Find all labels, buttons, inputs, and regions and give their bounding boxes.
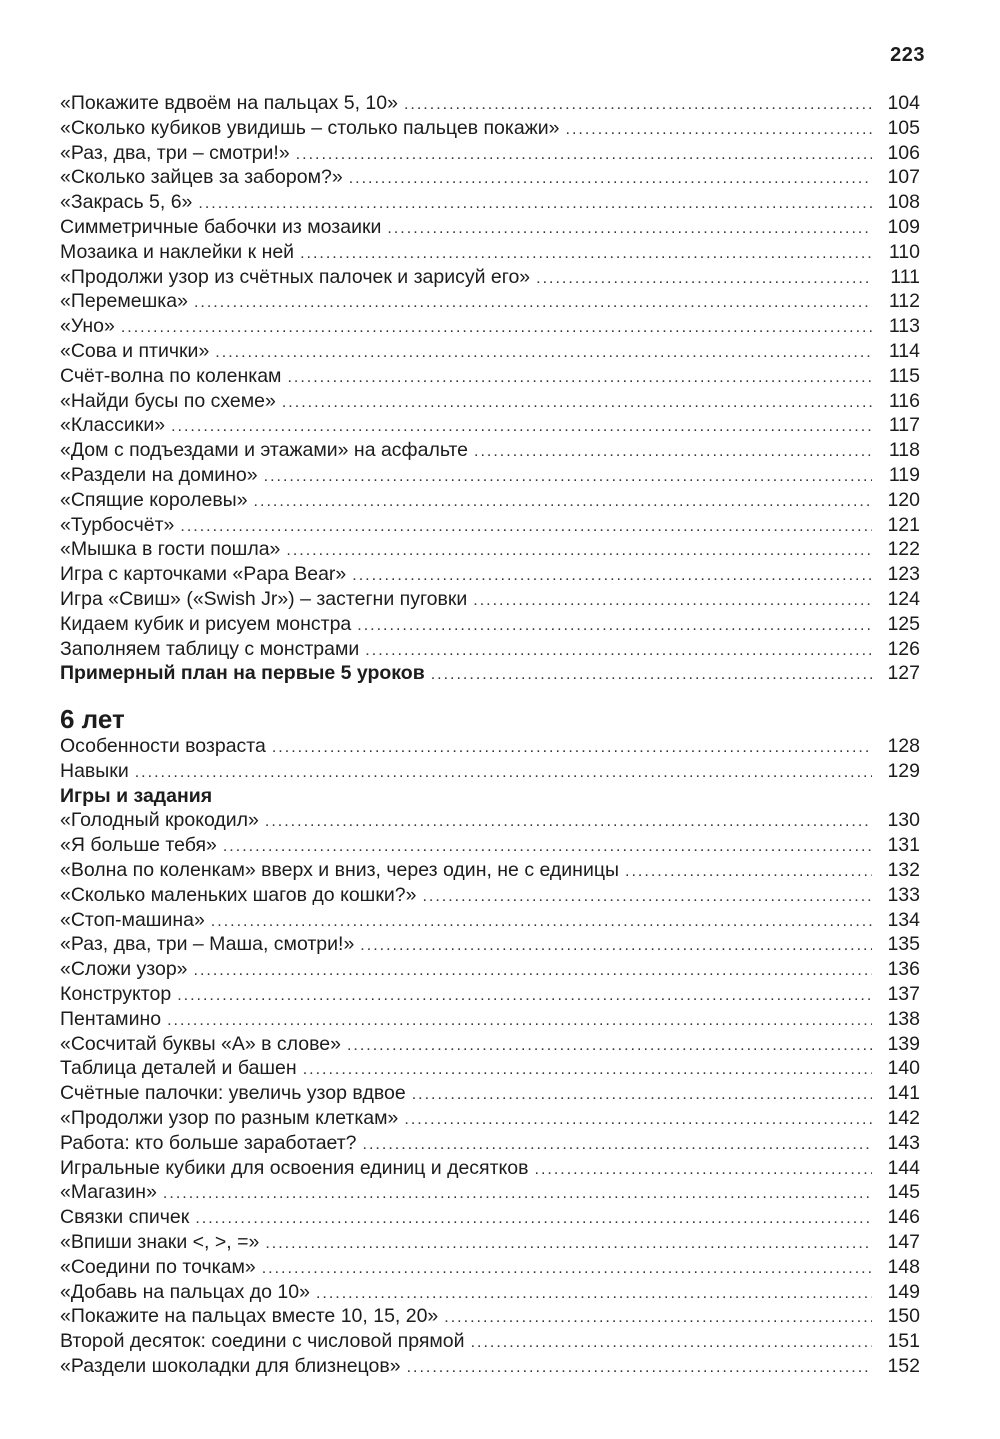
- toc-entry-title: Счёт-волна по коленкам: [60, 364, 282, 387]
- toc-entry[interactable]: [60, 240, 920, 265]
- toc-entry-page: 111: [890, 265, 920, 288]
- dot-leader: [265, 1232, 872, 1257]
- toc-entry[interactable]: [60, 858, 920, 883]
- toc-entry-title: «Волна по коленкам» вверх и вниз, через один, не с единицы: [60, 858, 620, 881]
- dot-leader: [194, 959, 872, 984]
- dot-leader: [223, 835, 872, 860]
- toc-entry-title: Таблица деталей и башен: [60, 1057, 297, 1080]
- toc-entry-title: «Уно»: [60, 315, 115, 338]
- dot-leader: [365, 639, 872, 664]
- toc-entry[interactable]: [60, 537, 920, 562]
- toc-entry-title: «Сложи узор»: [60, 958, 188, 981]
- toc-entry[interactable]: [60, 612, 920, 637]
- toc-entry[interactable]: [60, 438, 920, 463]
- toc-entry[interactable]: [60, 91, 920, 116]
- toc-entry[interactable]: [60, 1205, 920, 1230]
- toc-entry-title: «Магазин»: [60, 1181, 157, 1204]
- toc-entry-title: «Добавь на пальцах до 10»: [60, 1280, 310, 1303]
- toc-entry[interactable]: [60, 1032, 920, 1057]
- toc-entry[interactable]: [60, 389, 920, 414]
- toc-entry-title: «Голодный крокодил»: [60, 809, 259, 832]
- toc-entry[interactable]: [60, 265, 920, 290]
- toc-entry-page: 118: [888, 439, 920, 462]
- toc-entry-title: Счётные палочки: увеличь узор вдвое: [60, 1082, 406, 1105]
- toc-entry[interactable]: [60, 364, 920, 389]
- toc-entry-title: «Перемешка»: [60, 290, 188, 313]
- toc-entry-page: 143: [887, 1131, 920, 1154]
- toc-entry-page: 137: [887, 982, 920, 1005]
- dot-leader: [431, 663, 872, 688]
- toc-entry-title: Игра с карточками «Papa Bear»: [60, 563, 347, 586]
- toc-entry[interactable]: [60, 513, 920, 538]
- dot-leader: [316, 1282, 872, 1307]
- toc-entry-title: «Дом с подъездами и этажами» на асфальте: [60, 439, 469, 462]
- toc-entry-title: «Стоп-машина»: [60, 908, 205, 931]
- dot-leader: [352, 564, 872, 589]
- toc-entry[interactable]: [60, 1304, 920, 1329]
- toc-entry-page: 152: [887, 1354, 920, 1377]
- toc-entry-title: Особенности возраста: [60, 735, 266, 757]
- toc-entry-title: «Мышка в гости пошла»: [60, 538, 281, 561]
- toc-entry[interactable]: [60, 883, 920, 908]
- toc-entry[interactable]: [60, 1180, 920, 1205]
- dot-leader: [180, 515, 872, 540]
- toc-entry[interactable]: [60, 734, 920, 759]
- dot-leader: [404, 93, 872, 118]
- toc-entry-page: 145: [887, 1181, 920, 1204]
- toc-entry-page: 127: [887, 662, 920, 685]
- toc-entry-page: 117: [888, 414, 920, 437]
- toc-entry-page: 150: [887, 1305, 920, 1328]
- toc-entry-title: «Сколько зайцев за забором?»: [60, 166, 343, 189]
- toc-entry-title: «Соедини по точкам»: [60, 1255, 256, 1278]
- toc-entry[interactable]: [60, 488, 920, 513]
- toc-entry-title: Заполняем таблицу с монстрами: [60, 637, 360, 660]
- toc-entry-page: 147: [887, 1230, 920, 1253]
- toc-entry-page: 121: [887, 513, 920, 536]
- toc-entry-title: Игра «Свиш» («Swish Jr») – застегни пуговки: [60, 587, 468, 610]
- toc-entry[interactable]: [60, 982, 920, 1007]
- toc-entry[interactable]: [60, 1329, 920, 1354]
- toc-entry-title: Симметричные бабочки из мозаики: [60, 215, 382, 238]
- toc-entry[interactable]: [60, 339, 920, 364]
- dot-leader: [357, 614, 872, 639]
- dot-leader: [349, 167, 872, 192]
- toc-entry[interactable]: [60, 116, 920, 141]
- toc-entry-page: 122: [887, 538, 920, 561]
- dot-leader: [296, 143, 872, 168]
- toc-entry-page: 104: [887, 92, 920, 114]
- toc-entry[interactable]: [60, 314, 920, 339]
- toc-entry[interactable]: [60, 190, 920, 215]
- toc-entry[interactable]: [60, 808, 920, 833]
- toc-entry-page: 134: [887, 908, 920, 931]
- toc-entry-title: Навыки: [60, 759, 129, 782]
- dot-leader: [387, 217, 872, 242]
- dot-leader: [412, 1083, 872, 1108]
- dot-leader: [404, 1108, 872, 1133]
- toc-entry-page: 135: [887, 933, 920, 956]
- toc-entry-page: 112: [888, 290, 920, 313]
- dot-leader: [265, 810, 872, 835]
- toc-entry-page: 136: [887, 958, 920, 981]
- toc-entry-page: 116: [888, 389, 920, 412]
- dot-leader: [363, 1133, 872, 1158]
- page-number: 223: [890, 44, 925, 66]
- toc-entry-title: «Я больше тебя»: [60, 834, 217, 857]
- toc-entry[interactable]: [60, 1106, 920, 1131]
- dot-leader: [272, 736, 872, 761]
- toc-entry-title: Второй десяток: соедини с числовой прямой: [60, 1330, 465, 1353]
- toc-entry-title: «Раз, два, три – смотри!»: [60, 141, 290, 164]
- toc-entry-title: Конструктор: [60, 982, 172, 1005]
- toc-entry-page: 125: [887, 612, 920, 635]
- toc-entry-page: 120: [887, 488, 920, 511]
- toc-entry[interactable]: [60, 1280, 920, 1305]
- subsection-heading: Игры и задания: [60, 784, 213, 807]
- dot-leader: [303, 1058, 872, 1083]
- dot-leader: [300, 242, 872, 267]
- dot-leader: [474, 440, 872, 465]
- toc-entry[interactable]: [60, 908, 920, 933]
- toc-entry[interactable]: [60, 1131, 920, 1156]
- toc-entry-page: 124: [887, 587, 920, 610]
- toc-entry[interactable]: [60, 1056, 920, 1081]
- toc-entry[interactable]: [60, 932, 920, 957]
- toc-entry-page: 105: [887, 116, 920, 139]
- toc-list-top: [60, 91, 920, 686]
- dot-leader: [471, 1331, 872, 1356]
- dot-leader: [254, 490, 872, 515]
- dot-leader: [194, 291, 872, 316]
- toc-entry[interactable]: [60, 587, 920, 612]
- toc-entry-page: 109: [887, 215, 920, 238]
- dot-leader: [171, 415, 872, 440]
- toc-entry-page: 107: [887, 166, 920, 189]
- dot-leader: [422, 885, 872, 910]
- dot-leader: [163, 1182, 872, 1207]
- toc-entry-page: 123: [887, 563, 920, 586]
- dot-leader: [286, 539, 872, 564]
- toc-entry-title: «Покажите на пальцах вместе 10, 15, 20»: [60, 1305, 439, 1328]
- toc-entry[interactable]: [60, 1156, 920, 1181]
- toc-list-six-years: [60, 734, 920, 1379]
- dot-leader: [360, 934, 872, 959]
- toc-entry-title: «Найди бусы по схеме»: [60, 389, 276, 412]
- dot-leader: [536, 267, 872, 292]
- dot-leader: [473, 589, 872, 614]
- toc-entry-title: «Раздели шоколадки для близнецов»: [60, 1354, 401, 1377]
- toc-entry-page: 140: [887, 1057, 920, 1080]
- toc-entry[interactable]: [60, 289, 920, 314]
- toc-entry-page: 149: [887, 1280, 920, 1303]
- dot-leader: [287, 366, 872, 391]
- toc-entry-title: Кидаем кубик и рисуем монстра: [60, 612, 352, 635]
- dot-leader: [566, 118, 873, 143]
- toc-entry-page: 129: [887, 759, 920, 782]
- toc-entry[interactable]: [60, 637, 920, 662]
- toc-entry[interactable]: [60, 463, 920, 488]
- toc-entry-page: 113: [888, 315, 920, 338]
- toc-entry-title: «Покажите вдвоём на пальцах 5, 10»: [60, 92, 398, 114]
- dot-leader: [444, 1306, 872, 1331]
- toc-entry-title: «Раздели на домино»: [60, 463, 258, 486]
- dot-leader: [167, 1009, 872, 1034]
- toc-entry[interactable]: [60, 759, 920, 784]
- toc-entry[interactable]: [60, 1007, 920, 1032]
- dot-leader: [195, 1207, 872, 1232]
- toc-entry[interactable]: [60, 833, 920, 858]
- toc-entry[interactable]: [60, 562, 920, 587]
- toc-entry-page: 139: [887, 1032, 920, 1055]
- toc-entry-title: «Сосчитай буквы «А» в слове»: [60, 1032, 341, 1055]
- dot-leader: [198, 192, 872, 217]
- toc-entry[interactable]: [60, 957, 920, 982]
- dot-leader: [121, 316, 872, 341]
- toc-entry-title: «Сколько кубиков увидишь – столько пальцев покажи»: [60, 116, 560, 139]
- dot-leader: [625, 860, 872, 885]
- toc-entry-title: Примерный план на первые 5 уроков: [60, 662, 425, 685]
- toc-entry-page: 114: [888, 339, 920, 362]
- dot-leader: [347, 1034, 872, 1059]
- toc-entry-page: 119: [888, 463, 920, 486]
- dot-leader: [282, 391, 872, 416]
- toc-entry-title: Мозаика и наклейки к ней: [60, 240, 295, 263]
- toc-entry-page: 126: [887, 637, 920, 660]
- dot-leader: [215, 341, 872, 366]
- toc-entry-title: «Турбосчёт»: [60, 513, 175, 536]
- dot-leader: [262, 1257, 872, 1282]
- toc-entry-page: 128: [887, 735, 920, 757]
- toc-entry-title: «Сколько маленьких шагов до кошки?»: [60, 883, 417, 906]
- toc-entry-page: 141: [887, 1082, 920, 1105]
- toc-entry-title: «Продолжи узор из счётных палочек и зарисуй его»: [60, 265, 531, 288]
- toc-entry-page: 110: [888, 240, 920, 263]
- toc-entry[interactable]: [60, 215, 920, 240]
- toc-entry-title: Связки спичек: [60, 1206, 190, 1229]
- toc-entry[interactable]: [60, 141, 920, 166]
- toc-entry-page: 130: [887, 809, 920, 832]
- toc-entry-page: 138: [887, 1007, 920, 1030]
- toc-entry-title: «Сова и птички»: [60, 339, 210, 362]
- dot-leader: [177, 984, 872, 1009]
- section-heading: 6 лет: [60, 704, 125, 734]
- toc-entry-page: 146: [887, 1206, 920, 1229]
- toc-entry[interactable]: [60, 1354, 920, 1379]
- toc-entry-title: «Раз, два, три – Маша, смотри!»: [60, 933, 355, 956]
- toc-entry[interactable]: [60, 1255, 920, 1280]
- toc-entry[interactable]: [60, 1230, 920, 1255]
- dot-leader: [264, 465, 872, 490]
- toc-entry-lesson-plan[interactable]: [60, 661, 920, 686]
- toc-entry[interactable]: [60, 1081, 920, 1106]
- toc-entry-page: 108: [887, 191, 920, 214]
- toc-entry-title: «Классики»: [60, 414, 166, 437]
- toc-entry-page: 132: [887, 858, 920, 881]
- toc-entry-title: Работа: кто больше заработает?: [60, 1131, 357, 1154]
- dot-leader: [135, 761, 872, 786]
- toc-entry-title: «Впиши знаки <, >, =»: [60, 1230, 260, 1253]
- dot-leader: [407, 1356, 872, 1381]
- toc-entry-page: 151: [887, 1330, 920, 1353]
- toc-entry-page: 115: [888, 364, 920, 387]
- toc-entry-title: Игральные кубики для освоения единиц и десятков: [60, 1156, 529, 1179]
- toc-entry-page: 133: [887, 883, 920, 906]
- toc-entry-page: 131: [887, 834, 920, 857]
- toc-entry-page: 106: [887, 141, 920, 164]
- toc-entry-page: 148: [887, 1255, 920, 1278]
- toc-entry-page: 142: [887, 1106, 920, 1129]
- dot-leader: [211, 910, 872, 935]
- toc-entry-page: 144: [887, 1156, 920, 1179]
- toc-entry-title: «Спящие королевы»: [60, 488, 248, 511]
- toc-entry[interactable]: [60, 413, 920, 438]
- toc-entry-title: Пентамино: [60, 1007, 162, 1030]
- toc-entry-title: «Закрась 5, 6»: [60, 191, 193, 214]
- toc-entry-title: «Продолжи узор по разным клеткам»: [60, 1106, 399, 1129]
- dot-leader: [535, 1158, 873, 1183]
- toc-entry[interactable]: [60, 165, 920, 190]
